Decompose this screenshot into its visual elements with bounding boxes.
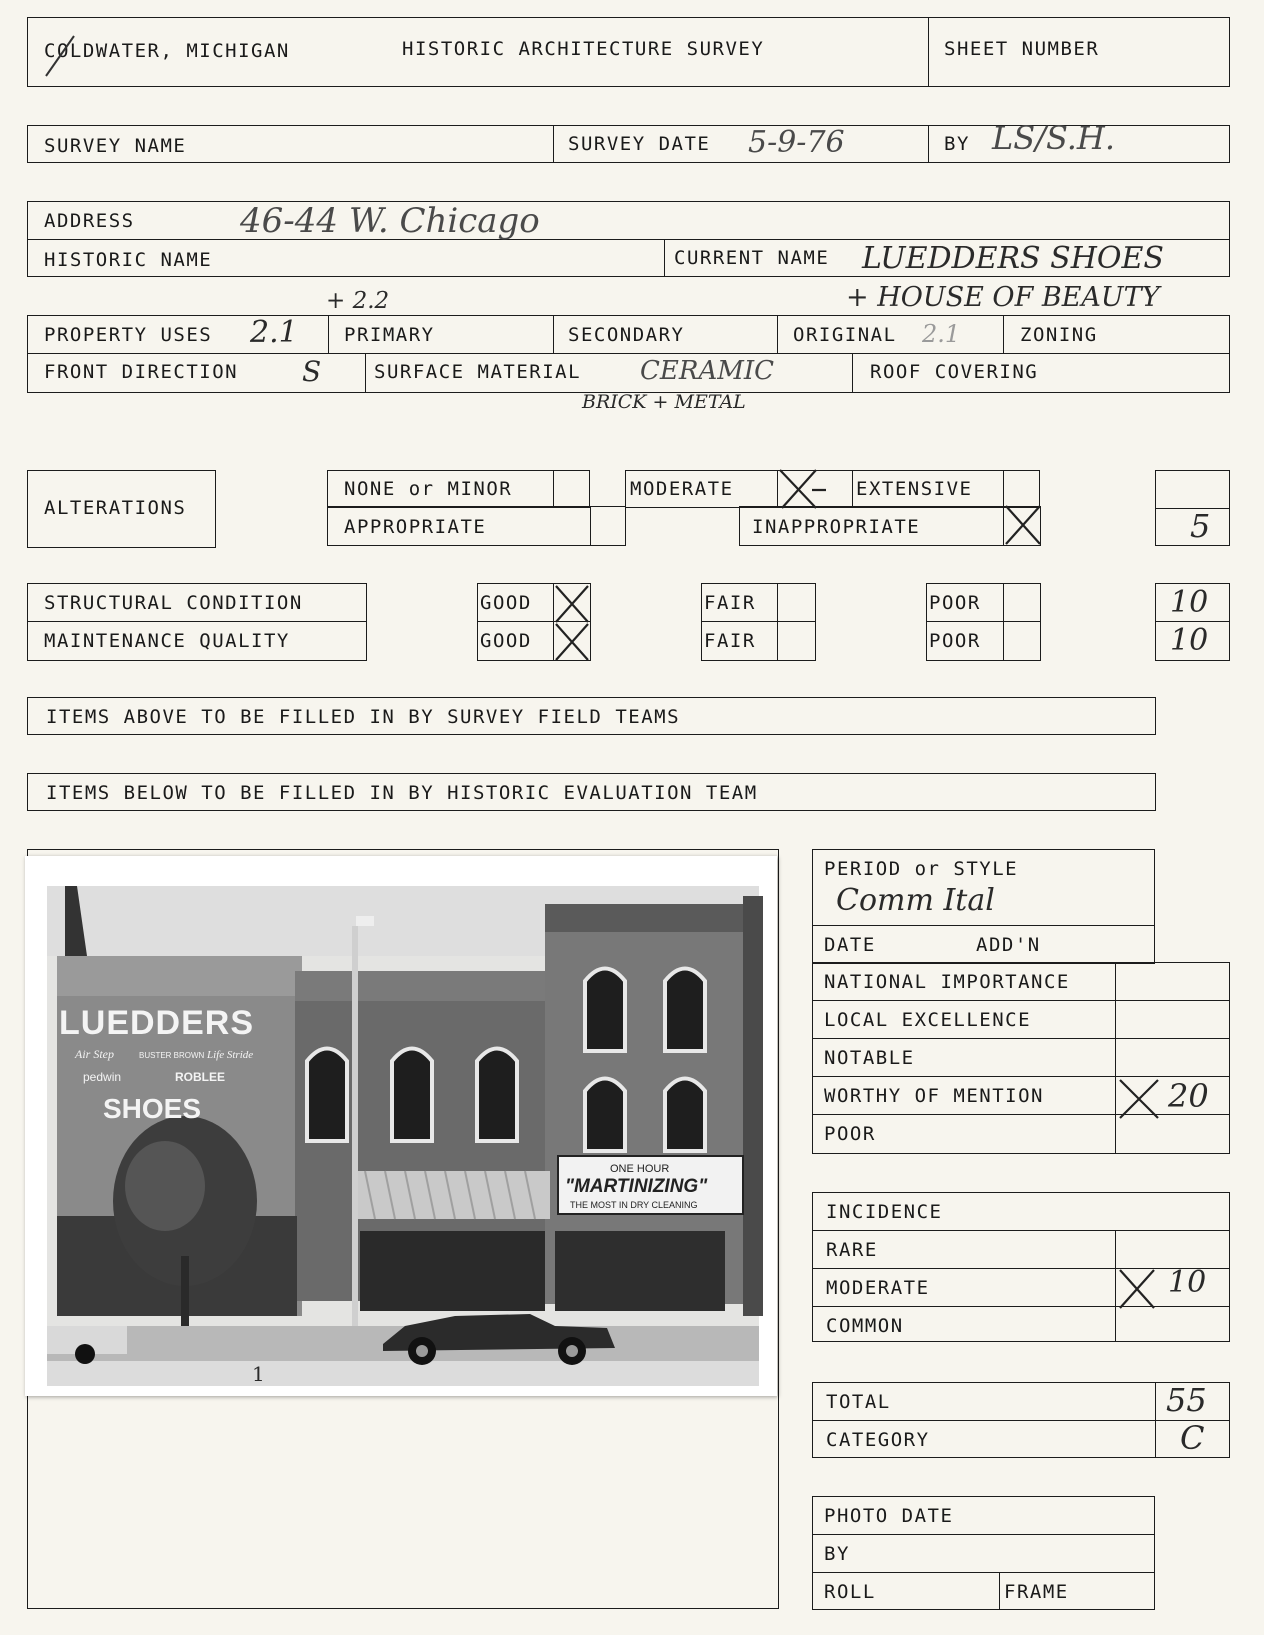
survey-divider-1 (553, 125, 554, 163)
good-label-structural: GOOD (480, 592, 532, 614)
photo-sign-one-hour: ONE HOUR (610, 1163, 670, 1175)
historic-name-label: HISTORIC NAME (44, 249, 213, 271)
incidence-label: INCIDENCE (826, 1201, 943, 1223)
surface-material-label: SURFACE MATERIAL (374, 361, 582, 383)
name-divider (664, 239, 665, 277)
incidence-moderate-x-mark (1114, 1266, 1160, 1312)
alterations-label: ALTERATIONS (44, 497, 187, 519)
alt-score-value: 5 (1190, 507, 1211, 545)
roof-covering-label: ROOF COVERING (870, 361, 1039, 383)
alt-appropriate-check-line (590, 506, 591, 546)
front-direction-value: S (302, 355, 322, 388)
building-photo (25, 856, 777, 1396)
importance-line-1 (812, 1000, 1230, 1001)
worthy-of-mention-label: WORTHY OF MENTION (824, 1085, 1044, 1107)
incidence-rare-label: RARE (826, 1239, 878, 1261)
photo-sign-brand-life-stride: Life Stride (207, 1049, 254, 1061)
period-line (812, 925, 1155, 926)
photo-mark: 1 (252, 1362, 265, 1386)
poor-row-line (926, 621, 1041, 622)
address-row-line (27, 239, 1230, 240)
photo-sign-brand-buster-brown: BUSTER BROWN (139, 1051, 205, 1060)
property-uses-label: PROPERTY USES (44, 324, 213, 346)
good-label-maintenance: GOOD (480, 630, 532, 652)
worthy-score: 20 (1168, 1077, 1209, 1115)
maintenance-good-x-mark (552, 620, 594, 664)
importance-line-2 (812, 1038, 1230, 1039)
total-label: TOTAL (826, 1391, 891, 1413)
category-label: CATEGORY (826, 1429, 930, 1451)
secondary-label: SECONDARY (568, 324, 685, 346)
category-value: C (1180, 1419, 1205, 1457)
photo-date-label: PHOTO DATE (824, 1505, 954, 1527)
current-name-label: CURRENT NAME (674, 247, 830, 269)
current-name-value: LUEDDERS SHOES (862, 241, 1164, 276)
address-label: ADDRESS (44, 210, 135, 232)
alt-appropriate-label: APPROPRIATE (344, 516, 487, 538)
front-direction-label: FRONT DIRECTION (44, 361, 239, 383)
uses-extra-value: + 2.2 (326, 288, 390, 314)
property-uses-value: 2.1 (250, 315, 298, 350)
photo-info-line-2 (812, 1572, 1155, 1573)
property-row-line (27, 353, 1230, 354)
primary-label: PRIMARY (344, 324, 435, 346)
survey-by-label: BY (944, 133, 970, 155)
inappropriate-x-mark (1002, 502, 1044, 548)
structural-score: 10 (1170, 585, 1209, 620)
city-label: COLDWATER, MICHIGAN (44, 40, 290, 62)
poor-check-line (1003, 583, 1004, 661)
roll-label: ROLL (824, 1581, 876, 1603)
uses-div-3 (777, 315, 778, 353)
incidence-moderate-label: MODERATE (826, 1277, 930, 1299)
notable-label: NOTABLE (824, 1047, 915, 1069)
photo-info-line-1 (812, 1534, 1155, 1535)
roll-frame-divider (999, 1572, 1000, 1610)
photo-sign-brand-roblee: ROBLEE (175, 1070, 226, 1084)
photo-sign-martinizing: "MARTINIZING" (565, 1176, 708, 1197)
addn-label: ADD'N (976, 934, 1041, 956)
sheet-number-label: SHEET NUMBER (944, 38, 1100, 60)
uses-div-4 (1003, 315, 1004, 353)
address-value: 46-44 W. Chicago (240, 201, 540, 241)
moderate-x-mark (776, 466, 828, 512)
original-label: ORIGINAL (793, 324, 897, 346)
original-value: 2.1 (922, 320, 961, 348)
period-style-label: PERIOD or STYLE (824, 858, 1019, 880)
period-style-value: Comm Ital (836, 883, 995, 918)
worthy-x-mark (1114, 1076, 1164, 1122)
survey-name-label: SURVEY NAME (44, 135, 187, 157)
front-div-1 (365, 353, 366, 393)
alt-extensive-label: EXTENSIVE (856, 478, 973, 500)
fair-check-line (777, 583, 778, 661)
alt-none-minor-label: NONE or MINOR (344, 478, 513, 500)
frame-label: FRAME (1004, 1581, 1069, 1603)
fair-row-line (701, 621, 816, 622)
total-line (812, 1420, 1230, 1421)
front-div-2 (852, 353, 853, 393)
header-divider (928, 17, 929, 87)
total-value: 55 (1166, 1381, 1207, 1419)
maintenance-quality-label: MAINTENANCE QUALITY (44, 630, 290, 652)
survey-by-value: LS/S.H. (992, 119, 1115, 157)
photo-sign-luedders: LUEDDERS (59, 1004, 255, 1042)
surface-material-value: CERAMIC (640, 356, 775, 386)
uses-div-1 (328, 315, 329, 353)
incidence-common-label: COMMON (826, 1315, 904, 1337)
local-excellence-label: LOCAL EXCELLENCE (824, 1009, 1032, 1031)
alt-moderate-label: MODERATE (630, 478, 734, 500)
fair-label-maintenance: FAIR (704, 630, 756, 652)
poor-label-maintenance: POOR (929, 630, 981, 652)
alt-inappropriate-label: INAPPROPRIATE (752, 516, 921, 538)
evaluation-poor-label: POOR (824, 1123, 876, 1145)
importance-divider (1115, 962, 1116, 1154)
photo-by-label: BY (824, 1543, 850, 1565)
maintenance-score: 10 (1170, 623, 1209, 658)
poor-label-structural: POOR (929, 592, 981, 614)
incidence-moderate-score: 10 (1168, 1265, 1207, 1300)
city-strike-mark (40, 32, 80, 82)
survey-divider-2 (928, 125, 929, 163)
condition-row-line (27, 621, 367, 622)
surface-material-value-2: BRICK + METAL (582, 391, 746, 413)
incidence-line-1 (812, 1230, 1230, 1231)
alt-none-check-line (553, 470, 554, 508)
current-name-value-2: + HOUSE OF BEAUTY (846, 282, 1160, 313)
photo-sign-shoes: SHOES (103, 1093, 202, 1124)
uses-div-2 (553, 315, 554, 353)
national-importance-label: NATIONAL IMPORTANCE (824, 971, 1070, 993)
date-label: DATE (824, 934, 876, 956)
photo-sign-dry-cleaning: THE MOST IN DRY CLEANING (570, 1200, 698, 1210)
survey-date-value: 5-9-76 (748, 125, 845, 160)
evaluation-team-note-text: ITEMS BELOW TO BE FILLED IN BY HISTORIC EVALUATION TEAM (46, 782, 758, 804)
fair-label-structural: FAIR (704, 592, 756, 614)
building-photo-illustration (25, 856, 777, 1396)
field-teams-note-text: ITEMS ABOVE TO BE FILLED IN BY SURVEY FIELD TEAMS (46, 706, 681, 728)
structural-condition-label: STRUCTURAL CONDITION (44, 592, 303, 614)
condition-score-line (1155, 621, 1230, 622)
photo-sign-brand-air-step: Air Step (75, 1047, 114, 1061)
survey-date-label: SURVEY DATE (568, 133, 711, 155)
photo-sign-brand-pedwin: pedwin (83, 1070, 122, 1084)
survey-title: HISTORIC ARCHITECTURE SURVEY (402, 38, 765, 60)
zoning-label: ZONING (1020, 324, 1098, 346)
incidence-line-3 (812, 1306, 1230, 1307)
